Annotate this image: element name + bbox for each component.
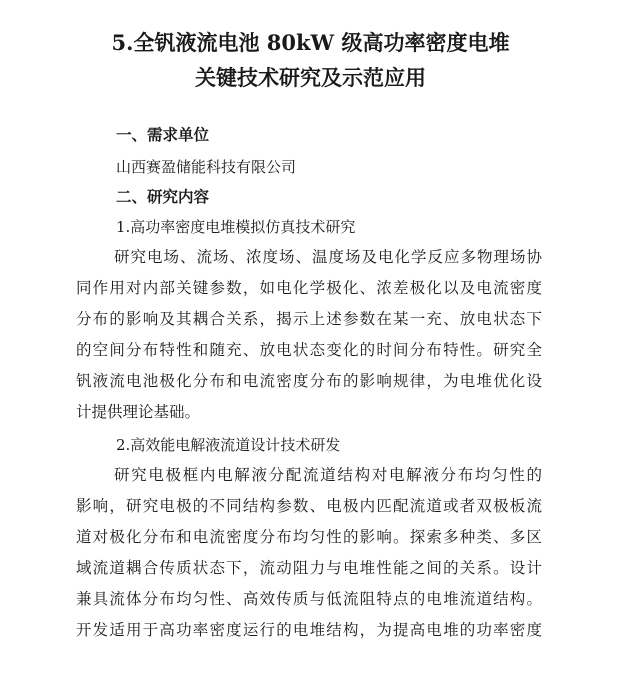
organization-name: 山西赛盈储能科技有限公司	[116, 158, 297, 176]
paragraph-line: 的空间分布特性和随充、放电状态变化的时间分布特性。研究全	[76, 341, 542, 359]
paragraph-line: 研究电场、流场、浓度场、温度场及电化学反应多物理场协	[114, 248, 542, 266]
section-heading-demand-unit: 一、需求单位	[116, 126, 210, 144]
paragraph-line: 影响，研究电极的不同结构参数、电极内匹配流道或者双极板流	[76, 497, 542, 515]
document-title-line-2: 关键技术研究及示范应用	[195, 65, 426, 90]
paragraph-simulation	[76, 242, 542, 428]
paragraph-line: 分布的影响及其耦合关系，揭示上述参数在某一充、放电状态下	[76, 310, 542, 328]
subsection-heading-1: 1.高功率密度电堆模拟仿真技术研究	[116, 218, 356, 236]
paragraph-line: 域流道耦合传质状态下，流动阻力与电堆性能之间的关系。设计	[76, 559, 542, 577]
paragraph-line: 研究电极框内电解液分配流道结构对电解液分布均匀性的	[114, 466, 542, 484]
paragraph-line: 兼具流体分布均匀性、高效传质与低流阻特点的电堆流道结构。	[76, 590, 542, 608]
paragraph-line: 计提供理论基础。	[76, 403, 201, 421]
paragraph-line: 道对极化分布和电流密度分布均匀性的影响。探索多种类、多区	[76, 528, 542, 546]
section-heading-research-content: 二、研究内容	[116, 188, 210, 206]
document-title-line-1: 5.全钒液流电池 80kW 级高功率密度电堆	[111, 30, 510, 55]
paragraph-line: 开发适用于高功率密度运行的电堆结构，为提高电堆的功率密度	[76, 621, 542, 639]
subsection-heading-2: 2.高效能电解液流道设计技术研发	[116, 436, 341, 454]
paragraph-line: 钒液流电池极化分布和电流密度分布的影响规律，为电堆优化设	[76, 372, 542, 390]
paragraph-line: 同作用对内部关键参数，如电化学极化、浓差极化以及电流密度	[76, 279, 542, 297]
paragraph-flow-channel	[76, 460, 542, 646]
